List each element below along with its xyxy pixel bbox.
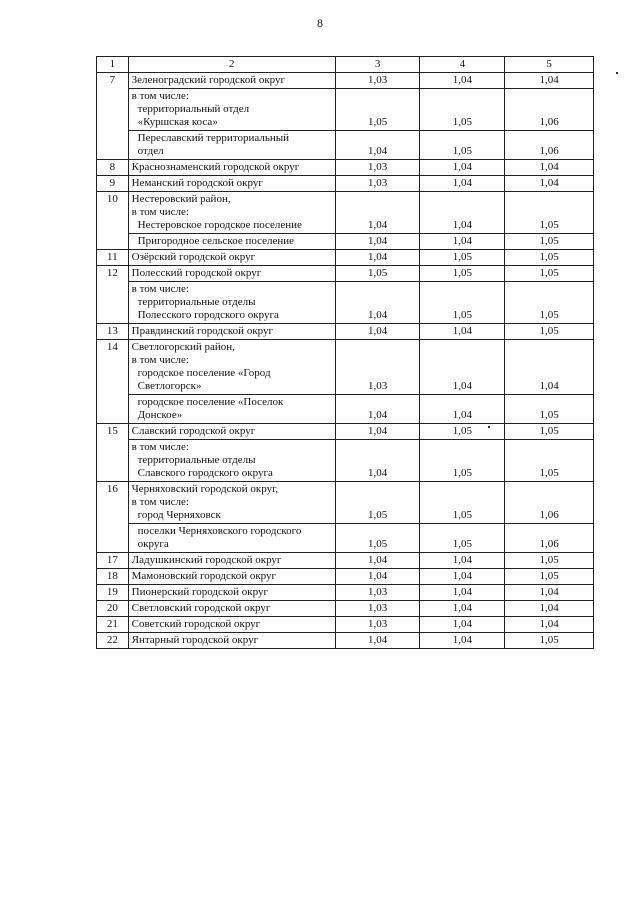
row-number: 19 bbox=[97, 585, 129, 601]
coefficient-c5: 1,04 bbox=[505, 176, 594, 192]
territory-name-line: в том числе: bbox=[131, 283, 189, 295]
coefficient-c3: 1,04 bbox=[335, 633, 420, 649]
coefficient-c5: 1,06 bbox=[505, 524, 594, 553]
coefficient-c4: 1,05 bbox=[420, 266, 505, 282]
territory-name-line: Славский городской округ bbox=[131, 425, 256, 437]
table-row bbox=[97, 601, 594, 617]
territory-name-line: территориальные отделы bbox=[137, 454, 256, 466]
scan-speck bbox=[488, 426, 490, 428]
coefficient-c3: 1,03 bbox=[335, 73, 420, 89]
territory-name bbox=[128, 440, 335, 482]
territory-name-line: Светлогорский район, bbox=[131, 341, 235, 353]
table-row bbox=[97, 482, 594, 524]
territory-name bbox=[128, 282, 335, 324]
territory-name bbox=[128, 553, 335, 569]
coefficient-c5: 1,05 bbox=[505, 424, 594, 440]
territory-name-line: Янтарный городской округ bbox=[131, 634, 259, 646]
coefficient-c4: 1,05 bbox=[420, 440, 505, 482]
coefficient-c3: 1,03 bbox=[335, 585, 420, 601]
territory-name-line: «Куршская коса» bbox=[137, 116, 218, 128]
coefficient-c4: 1,05 bbox=[420, 250, 505, 266]
territory-name bbox=[128, 617, 335, 633]
header-col-3: 3 bbox=[335, 57, 420, 73]
territory-name bbox=[128, 192, 335, 234]
row-number: 15 bbox=[97, 424, 129, 482]
coefficient-c4: 1,04 bbox=[420, 192, 505, 234]
coefficient-c5: 1,05 bbox=[505, 395, 594, 424]
coefficient-c4: 1,04 bbox=[420, 324, 505, 340]
territory-name bbox=[128, 266, 335, 282]
coefficient-c4: 1,05 bbox=[420, 89, 505, 131]
coefficient-c5: 1,06 bbox=[505, 131, 594, 160]
table-row bbox=[97, 524, 594, 553]
territory-name bbox=[128, 250, 335, 266]
coefficient-c4: 1,04 bbox=[420, 585, 505, 601]
territory-name-line: городское поселение «Поселок bbox=[137, 396, 284, 408]
row-number: 9 bbox=[97, 176, 129, 192]
row-number: 14 bbox=[97, 340, 129, 424]
coefficient-c5: 1,05 bbox=[505, 553, 594, 569]
territory-name-line: в том числе: bbox=[131, 90, 189, 102]
territory-name-line: отдел bbox=[137, 145, 164, 157]
scan-speck bbox=[616, 72, 618, 74]
row-number: 11 bbox=[97, 250, 129, 266]
territory-name bbox=[128, 324, 335, 340]
territory-name-line: Краснознаменский городской округ bbox=[131, 161, 300, 173]
coefficient-c3: 1,04 bbox=[335, 440, 420, 482]
territory-name-line: Черняховский городской округ, bbox=[131, 483, 279, 495]
table-row bbox=[97, 633, 594, 649]
coefficient-c3: 1,04 bbox=[335, 569, 420, 585]
table-row bbox=[97, 585, 594, 601]
territory-name-line: Светлогорск» bbox=[137, 380, 202, 392]
coefficient-c3: 1,04 bbox=[335, 395, 420, 424]
coefficient-c4: 1,04 bbox=[420, 553, 505, 569]
coefficient-c5: 1,05 bbox=[505, 266, 594, 282]
coefficient-c4: 1,04 bbox=[420, 234, 505, 250]
table-row bbox=[97, 324, 594, 340]
coefficient-c5: 1,04 bbox=[505, 340, 594, 395]
territory-name bbox=[128, 482, 335, 524]
header-col-5: 5 bbox=[505, 57, 594, 73]
table-row bbox=[97, 569, 594, 585]
coefficient-c3: 1,03 bbox=[335, 617, 420, 633]
table-row bbox=[97, 234, 594, 250]
territory-name-line: Переславский территориальный bbox=[137, 132, 290, 144]
coefficient-c4: 1,05 bbox=[420, 131, 505, 160]
territory-name bbox=[128, 73, 335, 89]
coefficient-c3: 1,03 bbox=[335, 340, 420, 395]
coefficient-c4: 1,04 bbox=[420, 176, 505, 192]
coefficient-c5: 1,05 bbox=[505, 250, 594, 266]
coefficient-c4: 1,05 bbox=[420, 424, 505, 440]
territory-name-line: Полесского городского округа bbox=[137, 309, 279, 321]
coefficient-c3: 1,04 bbox=[335, 553, 420, 569]
row-number: 12 bbox=[97, 266, 129, 324]
coefficient-c3: 1,04 bbox=[335, 234, 420, 250]
coefficient-c5: 1,05 bbox=[505, 192, 594, 234]
coefficient-c5: 1,06 bbox=[505, 482, 594, 524]
table-row bbox=[97, 617, 594, 633]
territory-name bbox=[128, 585, 335, 601]
coefficient-c3: 1,05 bbox=[335, 266, 420, 282]
row-number: 16 bbox=[97, 482, 129, 553]
coefficient-c5: 1,05 bbox=[505, 633, 594, 649]
territory-name-line: в том числе: bbox=[131, 441, 189, 453]
coefficient-c5: 1,04 bbox=[505, 617, 594, 633]
territory-name-line: Неманский городской округ bbox=[131, 177, 263, 189]
table-row bbox=[97, 176, 594, 192]
territory-name bbox=[128, 234, 335, 250]
coefficient-c5: 1,05 bbox=[505, 569, 594, 585]
table-row bbox=[97, 266, 594, 282]
coefficient-c5: 1,06 bbox=[505, 89, 594, 131]
coefficient-c5: 1,05 bbox=[505, 282, 594, 324]
territory-name bbox=[128, 524, 335, 553]
table-row bbox=[97, 89, 594, 131]
coefficient-c5: 1,04 bbox=[505, 601, 594, 617]
territory-name-line: Светловский городской округ bbox=[131, 602, 271, 614]
territory-name bbox=[128, 89, 335, 131]
coefficient-c4: 1,04 bbox=[420, 569, 505, 585]
territory-name-line: Славского городского округа bbox=[137, 467, 273, 479]
coefficient-c5: 1,05 bbox=[505, 440, 594, 482]
page-number: 8 bbox=[317, 16, 323, 30]
territory-name-line: поселки Черняховского городского bbox=[137, 525, 302, 537]
territory-name-line: округа bbox=[137, 538, 169, 550]
coefficient-c3: 1,05 bbox=[335, 524, 420, 553]
territory-name-line: территориальный отдел bbox=[137, 103, 250, 115]
coefficient-c3: 1,05 bbox=[335, 482, 420, 524]
territory-name-line: в том числе: bbox=[131, 206, 189, 218]
coefficient-c3: 1,04 bbox=[335, 424, 420, 440]
table-row bbox=[97, 131, 594, 160]
table-header-row bbox=[97, 57, 594, 73]
coefficient-c4: 1,04 bbox=[420, 340, 505, 395]
coefficient-c3: 1,04 bbox=[335, 250, 420, 266]
coefficient-c4: 1,04 bbox=[420, 73, 505, 89]
coefficient-c4: 1,05 bbox=[420, 524, 505, 553]
territory-name bbox=[128, 633, 335, 649]
territory-name-line: Озёрский городской округ bbox=[131, 251, 256, 263]
header-col-2: 2 bbox=[128, 57, 335, 73]
coefficient-c3: 1,03 bbox=[335, 176, 420, 192]
table-body bbox=[97, 57, 594, 649]
coefficient-c5: 1,04 bbox=[505, 160, 594, 176]
table-row bbox=[97, 340, 594, 395]
coefficient-c4: 1,04 bbox=[420, 617, 505, 633]
table-row bbox=[97, 553, 594, 569]
table-row bbox=[97, 250, 594, 266]
coefficient-c5: 1,04 bbox=[505, 73, 594, 89]
row-number: 10 bbox=[97, 192, 129, 250]
territory-name bbox=[128, 160, 335, 176]
territory-name-line: Ладушкинский городской округ bbox=[131, 554, 282, 566]
table-row bbox=[97, 192, 594, 234]
coefficient-c3: 1,03 bbox=[335, 601, 420, 617]
territory-name-line: Нестеровский район, bbox=[131, 193, 231, 205]
coefficient-c5: 1,04 bbox=[505, 585, 594, 601]
territory-name-line: Полесский городской округ bbox=[131, 267, 262, 279]
territory-name-line: городское поселение «Город bbox=[137, 367, 271, 379]
table-row bbox=[97, 282, 594, 324]
territory-name bbox=[128, 340, 335, 395]
table-row bbox=[97, 160, 594, 176]
table-row bbox=[97, 440, 594, 482]
table-row bbox=[97, 73, 594, 89]
territory-name-line: Правдинский городской округ bbox=[131, 325, 274, 337]
territory-name-line: Советский городской округ bbox=[131, 618, 261, 630]
table-row bbox=[97, 395, 594, 424]
coefficient-c3: 1,04 bbox=[335, 192, 420, 234]
territory-name-line: Пригородное сельское поселение bbox=[137, 235, 295, 247]
coefficient-c5: 1,05 bbox=[505, 234, 594, 250]
territory-name-line: Зеленоградский городской округ bbox=[131, 74, 286, 86]
territory-name-line: Донское» bbox=[137, 409, 183, 421]
territory-name bbox=[128, 601, 335, 617]
coefficient-c4: 1,05 bbox=[420, 482, 505, 524]
coefficient-c3: 1,04 bbox=[335, 131, 420, 160]
territory-name bbox=[128, 176, 335, 192]
territory-name-line: Нестеровское городское поселение bbox=[137, 219, 302, 231]
territory-name-line: Пионерский городской округ bbox=[131, 586, 269, 598]
header-col-1: 1 bbox=[97, 57, 129, 73]
coefficient-c4: 1,04 bbox=[420, 160, 505, 176]
territory-name bbox=[128, 569, 335, 585]
row-number: 17 bbox=[97, 553, 129, 569]
territory-name bbox=[128, 424, 335, 440]
coefficient-c3: 1,03 bbox=[335, 160, 420, 176]
coefficient-c3: 1,04 bbox=[335, 324, 420, 340]
territory-name-line: город Черняховск bbox=[137, 509, 221, 521]
coefficient-c4: 1,04 bbox=[420, 633, 505, 649]
territory-name-line: в том числе: bbox=[131, 354, 189, 366]
row-number: 20 bbox=[97, 601, 129, 617]
row-number: 22 bbox=[97, 633, 129, 649]
coefficient-c4: 1,04 bbox=[420, 601, 505, 617]
row-number: 18 bbox=[97, 569, 129, 585]
header-col-4: 4 bbox=[420, 57, 505, 73]
territory-name-line: территориальные отделы bbox=[137, 296, 256, 308]
coefficient-c3: 1,04 bbox=[335, 282, 420, 324]
territory-name bbox=[128, 131, 335, 160]
coefficient-c4: 1,05 bbox=[420, 282, 505, 324]
coefficient-c3: 1,05 bbox=[335, 89, 420, 131]
coefficient-c4: 1,04 bbox=[420, 395, 505, 424]
row-number: 8 bbox=[97, 160, 129, 176]
coefficients-table bbox=[96, 56, 594, 649]
row-number: 21 bbox=[97, 617, 129, 633]
table-row bbox=[97, 424, 594, 440]
row-number: 7 bbox=[97, 73, 129, 160]
territory-name-line: Мамоновский городской округ bbox=[131, 570, 277, 582]
territory-name bbox=[128, 395, 335, 424]
coefficient-c5: 1,05 bbox=[505, 324, 594, 340]
territory-name-line: в том числе: bbox=[131, 496, 189, 508]
row-number: 13 bbox=[97, 324, 129, 340]
